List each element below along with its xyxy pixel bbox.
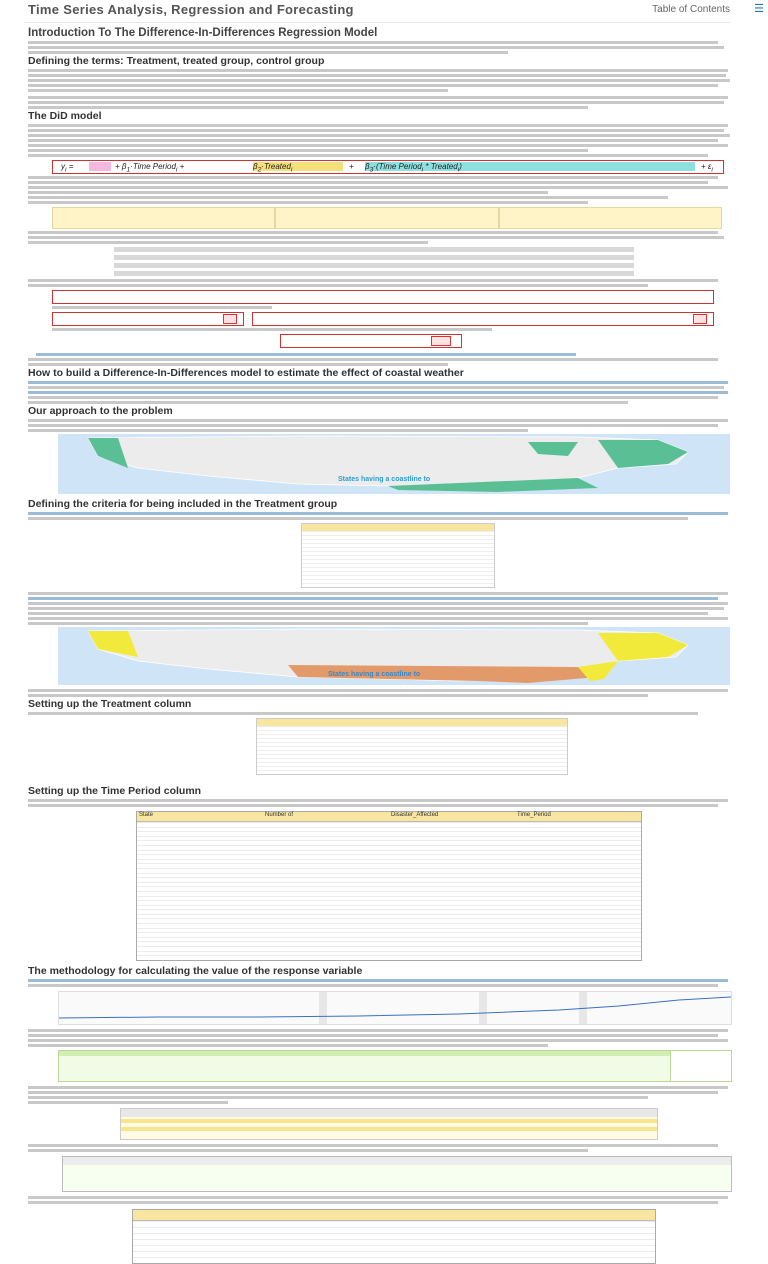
legend-panel [670, 1051, 731, 1081]
content-column [24, 0, 764, 1264]
coefficient-cell [499, 207, 722, 229]
intro-paragraph [24, 41, 730, 54]
did-result-text [24, 353, 730, 366]
aggregated-response-table [62, 1156, 732, 1192]
response-calculation-table [120, 1108, 658, 1140]
treatment-column-table [256, 718, 568, 775]
equation-explanation [24, 176, 730, 204]
difference-equation-box [52, 290, 714, 304]
section-heading-response-variable: The methodology for calculating the value of the response variable [28, 964, 363, 977]
table-header-row [137, 812, 641, 822]
did-result-row [52, 334, 730, 348]
monthly-data-table [58, 1050, 732, 1082]
site-title[interactable]: Time Series Analysis, Regression and Forecasting [28, 2, 354, 17]
section-heading-criteria: Defining the criteria for being included in the Treatment group [28, 498, 338, 510]
map-caption: States having a coastline to [338, 476, 431, 483]
us-treatment-map [58, 627, 730, 685]
top-bar [24, 0, 764, 23]
section-heading-did-model: The DiD model [28, 110, 102, 122]
section-heading-did-build: How to build a Difference-In-Differences model to estimate the effect of coastal weather [28, 367, 464, 379]
defining-terms-paragraph [24, 69, 730, 109]
difference-equations-row-2 [52, 312, 730, 326]
coastal-states-table [301, 523, 495, 588]
post-map-paragraph [24, 689, 730, 697]
difference-equation-box [252, 312, 714, 326]
expected-value-equations [114, 247, 634, 276]
difference-equations-row-1 [52, 290, 730, 304]
final-dataset-table [132, 1209, 656, 1264]
time-series-graph [58, 991, 732, 1025]
column-header: Number of [265, 812, 294, 818]
response-paragraph [24, 979, 730, 987]
article-title: Introduction To The Difference-In-Differences Regression Model [28, 27, 378, 39]
our-approach-paragraph [24, 419, 730, 432]
section-heading-treatment-column: Setting up the Treatment column [28, 698, 192, 710]
section-heading-our-approach: Our approach to the problem [28, 405, 173, 417]
did-build-paragraph [24, 381, 730, 404]
aggregated-explanation [24, 1196, 730, 1204]
column-header: Disaster_Affected [391, 812, 439, 818]
coefficient-cell [52, 207, 275, 229]
table-of-contents-link[interactable]: Table of Contents [652, 4, 730, 15]
us-coastal-map-green [58, 434, 730, 494]
graph-explanation [24, 1029, 730, 1047]
column-header: State [139, 812, 154, 818]
coefficient-grid [52, 207, 722, 229]
calculation-explanation [24, 1144, 730, 1152]
column-header: Time_Period [517, 812, 551, 818]
map-caption: States having a coastline to [328, 671, 421, 678]
expected-value-text [24, 279, 730, 287]
criteria-paragraph [24, 512, 730, 520]
grid-explanation [24, 231, 730, 244]
us-map-shapes [58, 434, 730, 494]
coefficient-cell [275, 207, 498, 229]
did-regression-equation: $y_i$ = + $\beta_1\cdot Time$ Period$_i$ + $\beta_2\cdot Treated_i$ + $\beta_3\cdot(Time$ Period$_i$ * Treated$_i$) + $\varepsilon_i$ [52, 160, 724, 174]
difference-equation-box [52, 312, 244, 326]
time-period-table [136, 811, 642, 961]
time-period-paragraph [24, 799, 730, 807]
list-icon[interactable]: ☰ [754, 3, 764, 15]
time-series-line [59, 992, 731, 1024]
section-heading-time-period: Setting up the Time Period column [28, 785, 202, 797]
treatment-criteria-paragraph [24, 592, 730, 625]
did-model-paragraph [24, 124, 730, 157]
monthly-explanation [24, 1086, 730, 1104]
did-result-box [280, 334, 462, 348]
section-heading-defining-terms: Defining the terms: Treatment, treated group, control group [28, 55, 325, 67]
